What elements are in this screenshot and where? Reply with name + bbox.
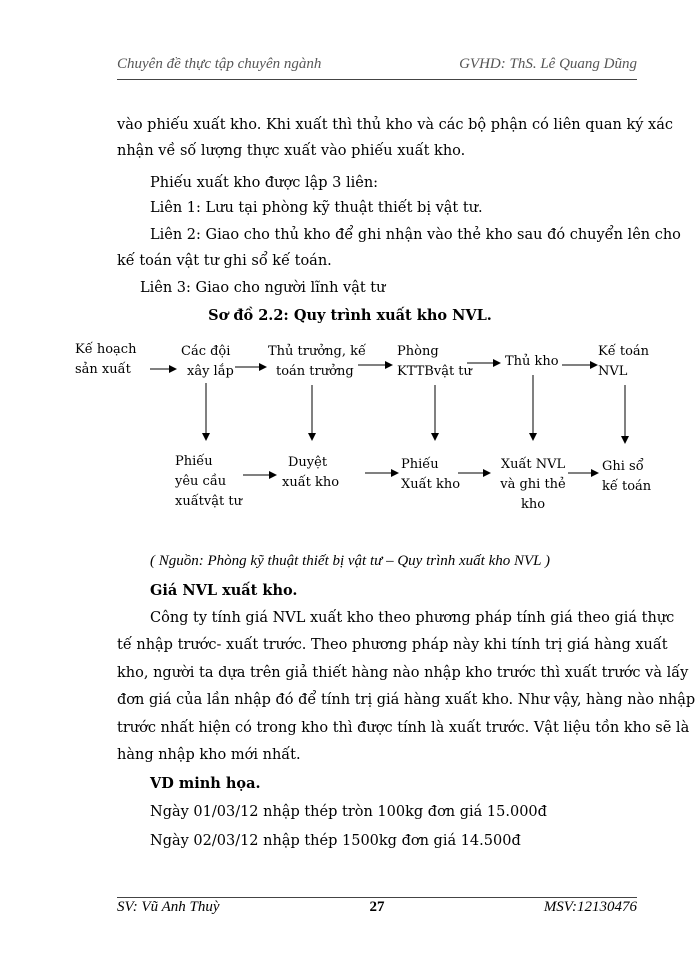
node-phieu-yeu-cau bbox=[175, 452, 242, 512]
node-line: Kế hoạch bbox=[75, 342, 137, 357]
node-thu-kho bbox=[505, 352, 559, 372]
node-line: toán trưởng bbox=[276, 364, 354, 379]
node-ke-hoach-san-xuat bbox=[75, 340, 136, 380]
node-line: Kế toán bbox=[598, 344, 650, 359]
diagram-title: Sơ đồ 2.2: Quy trình xuất kho NVL. bbox=[208, 307, 492, 324]
node-line: yêu cầu bbox=[175, 474, 227, 489]
footer-student: SV: Vũ Anh Thuỳ bbox=[117, 899, 220, 915]
paragraph-line: Liên 3: Giao cho người lĩnh vật tư bbox=[140, 280, 386, 296]
node-line: Phiếu bbox=[401, 457, 439, 472]
paragraph-line: Công ty tính giá NVL xuất kho theo phương pháp tính giá theo giá thực bbox=[150, 610, 675, 626]
footer-student-id: MSV:12130476 bbox=[543, 899, 637, 915]
example-line: Ngày 02/03/12 nhập thép 1500kg đơn giá 14.500đ bbox=[150, 833, 521, 849]
example-heading: VD minh họa. bbox=[150, 775, 261, 792]
section-heading: Giá NVL xuất kho. bbox=[150, 582, 298, 599]
paragraph-line: kho, người ta dựa trên giả thiết hàng nào nhập kho trước thì xuất trước và lấy bbox=[117, 665, 689, 681]
node-ke-toan-nvl bbox=[598, 342, 649, 382]
node-line: Xuất kho bbox=[401, 477, 461, 492]
header-supervisor: GVHD: ThS. Lê Quang Dũng bbox=[459, 56, 637, 72]
paragraph-line: hàng nhập kho mới nhất. bbox=[117, 747, 301, 763]
node-line: Duyệt bbox=[288, 455, 328, 470]
header-course-title: Chuyên đề thực tập chuyên ngành bbox=[117, 56, 322, 72]
paragraph-line: nhận về số lượng thực xuất vào phiếu xuất kho. bbox=[117, 143, 466, 159]
node-line: kho bbox=[520, 497, 546, 512]
page-footer bbox=[117, 899, 637, 921]
node-cac-doi-xay-lap bbox=[181, 342, 234, 382]
node-thu-truong-ke-toan-truong bbox=[268, 342, 366, 382]
node-line: xuấtvật tư bbox=[175, 494, 242, 509]
node-line: và ghi thẻ bbox=[500, 477, 566, 492]
paragraph-line: kế toán vật tư ghi sổ kế toán. bbox=[117, 253, 332, 269]
paragraph-line: Liên 2: Giao cho thủ kho để ghi nhận vào thẻ kho sau đó chuyển lên cho bbox=[150, 227, 681, 243]
node-line: Các đội bbox=[181, 344, 231, 359]
node-ghi-so-ke-toan bbox=[602, 457, 651, 497]
node-line: xây lắp bbox=[187, 364, 234, 379]
node-line: KTTBvật tư bbox=[397, 364, 472, 379]
node-line: kế toán bbox=[602, 479, 652, 494]
paragraph-line: đơn giá của lần nhập đó để tính trị giá hàng xuất kho. Như vậy, hàng nào nhập bbox=[117, 692, 696, 708]
node-line: Xuất NVL bbox=[500, 457, 566, 472]
node-line: Ghi sổ bbox=[602, 459, 644, 474]
node-duyet-xuat-kho bbox=[282, 453, 339, 493]
node-phieu-xuat-kho bbox=[401, 455, 460, 495]
paragraph-line: tế nhập trước- xuất trước. Theo phương pháp này khi tính trị giá hàng xuất bbox=[117, 637, 668, 653]
paragraph-line: Phiếu xuất kho được lập 3 liên: bbox=[150, 175, 379, 191]
page-number: 27 bbox=[369, 899, 385, 915]
node-xuat-nvl-ghi-the-kho bbox=[498, 455, 568, 515]
node-line: Thủ trưởng, kế bbox=[268, 344, 367, 359]
node-line: sản xuất bbox=[75, 362, 131, 377]
paragraph-line: trước nhất hiện có trong kho thì được tính là xuất trước. Vật liệu tồn kho sẽ là bbox=[117, 720, 690, 736]
node-line: Phòng bbox=[397, 344, 439, 359]
node-line: Phiếu bbox=[175, 454, 213, 469]
example-line: Ngày 01/03/12 nhập thép tròn 100kg đơn giá 15.000đ bbox=[150, 804, 547, 820]
paragraph-line: Liên 1: Lưu tại phòng kỹ thuật thiết bị vật tư. bbox=[150, 200, 483, 216]
node-line: NVL bbox=[598, 364, 628, 379]
paragraph-line: vào phiếu xuất kho. Khi xuất thì thủ kho và các bộ phận có liên quan ký xác bbox=[117, 117, 673, 133]
node-line: xuất kho bbox=[282, 475, 340, 490]
diagram-source: ( Nguồn: Phòng kỹ thuật thiết bị vật tư – Quy trình xuất kho NVL ) bbox=[150, 553, 550, 569]
node-line: Thủ kho bbox=[505, 354, 559, 369]
node-phong-kttb-vat-tu bbox=[397, 342, 472, 382]
footer-divider bbox=[117, 897, 637, 898]
